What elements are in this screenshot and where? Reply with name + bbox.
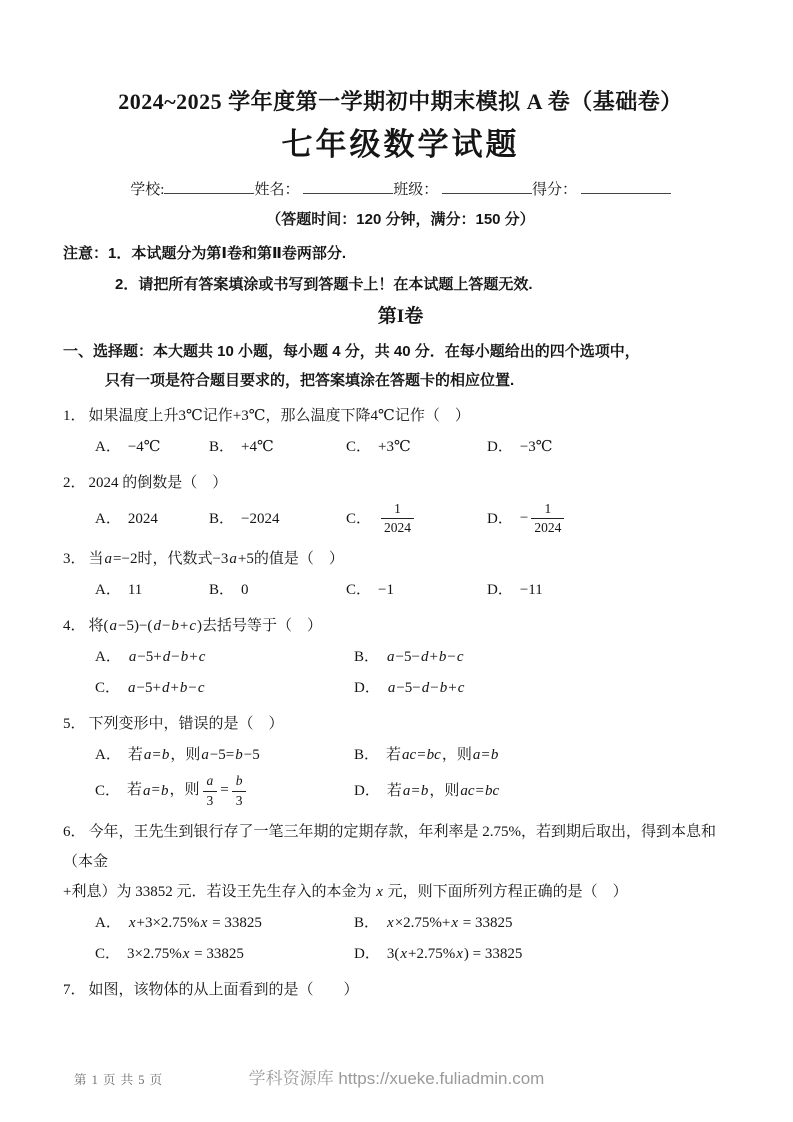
math-variable: x: [387, 914, 394, 931]
text-run: −: [188, 680, 197, 697]
option-label: A．: [95, 747, 121, 764]
math-variable: d: [421, 680, 430, 697]
text-run: ×2.75%+: [394, 914, 451, 931]
math-variable: x: [451, 914, 459, 931]
text-run: −: [430, 680, 439, 697]
section-title-line-1: 一、选择题：本大题共 10 小题，每小题 4 分，共 40 分．在每小题给出的四个选项中，: [63, 343, 640, 360]
option-label: D．: [354, 783, 380, 800]
fraction-denominator: [203, 792, 218, 809]
option-label: B．: [209, 510, 235, 527]
option-label: A．: [95, 649, 121, 666]
fraction-numerator: [203, 773, 218, 791]
text-run: +5的值是（ ）: [237, 551, 344, 568]
option-value: [127, 939, 244, 969]
options-row: [63, 771, 738, 810]
question-stem: [63, 401, 738, 431]
text-run: 2024 的倒数是（ ）: [88, 475, 228, 491]
math-variable: b: [180, 649, 189, 666]
math-variable: b: [439, 680, 448, 697]
option-label: C．: [346, 582, 372, 599]
math-variable: a: [128, 649, 137, 666]
math-variable: x: [456, 945, 463, 962]
options-row: [63, 432, 738, 462]
notice-1-text: 1．本试题分为第Ⅰ卷和第Ⅱ卷两部分.: [108, 245, 346, 262]
option-label: D．: [487, 582, 513, 599]
notice-label: 注意：: [63, 245, 109, 262]
option-A: [95, 642, 354, 672]
text-run: −5=: [209, 747, 235, 764]
option-value: [241, 432, 274, 462]
option-C: [346, 499, 487, 538]
score-blank: [581, 178, 671, 194]
math-variable: a: [143, 747, 152, 764]
text-run: −5−: [395, 649, 420, 666]
option-C: [95, 939, 354, 969]
question-stem: [63, 709, 738, 739]
question-stem: [63, 817, 738, 877]
class-blank: [442, 178, 532, 194]
text-run: 若: [386, 747, 402, 764]
math-variable: a: [206, 773, 214, 789]
question-number: 2．: [63, 475, 86, 491]
option-C: [95, 771, 354, 810]
text-run: 0: [241, 582, 249, 599]
math-variable: x: [128, 914, 136, 931]
option-D: [354, 939, 522, 969]
fraction-denominator: [381, 519, 414, 536]
options-row: [63, 673, 738, 703]
option-value: [520, 432, 553, 462]
question-2: [63, 468, 738, 538]
options-row: [63, 740, 738, 770]
question-stem: [63, 975, 738, 1005]
question-7: [63, 975, 738, 1005]
option-value: [386, 908, 512, 938]
math-variable: ac: [402, 747, 417, 764]
section-title-line-2: 只有一项是符合题目要求的，把答案填涂在答题卡的相应位置.: [105, 372, 515, 389]
option-D: [487, 432, 553, 462]
math-variable: bc: [484, 783, 500, 800]
option-C: [95, 673, 354, 703]
text-run: +4℃: [241, 439, 274, 455]
options-row: [63, 575, 738, 605]
text-run: =: [220, 782, 229, 799]
question-number: 4．: [63, 618, 86, 635]
math-variable: c: [456, 649, 464, 666]
math-variable: d: [420, 649, 429, 666]
fraction: [203, 773, 218, 808]
notice-line-1: [63, 243, 738, 265]
text-run: 若: [127, 782, 143, 799]
fraction: [232, 773, 247, 808]
option-B: [354, 740, 499, 770]
class-label: 班级：: [393, 182, 439, 198]
math-variable: a: [143, 782, 151, 799]
text-run: −3℃: [519, 439, 553, 455]
option-label: B．: [209, 439, 235, 455]
fraction-numerator: [232, 773, 247, 791]
option-value: [128, 432, 161, 462]
option-label: D．: [487, 439, 513, 455]
option-value: [241, 504, 279, 534]
text-run: +2.75%: [408, 945, 456, 962]
text-run: 若: [386, 783, 402, 800]
option-label: A．: [95, 914, 121, 931]
text-run: )去括号等于（ ）: [197, 618, 323, 635]
text-run: 11: [127, 582, 143, 599]
text-run: −5)−(: [118, 618, 153, 635]
option-value: [387, 939, 523, 969]
text-run: =: [417, 747, 426, 764]
math-variable: x: [182, 945, 190, 962]
text-run: 若: [127, 747, 143, 764]
text-run: 1: [544, 501, 552, 516]
text-run: 2024: [127, 510, 158, 527]
option-B: [209, 432, 346, 462]
option-D: [487, 499, 567, 538]
exam-title: 2024~2025 学年度第一学期初中期末模拟 A 卷（基础卷）: [118, 89, 683, 114]
text-run: −: [447, 649, 456, 666]
math-variable: b: [161, 747, 170, 764]
question-4: [63, 611, 738, 703]
school-label: 学校:: [130, 182, 165, 198]
question-stem: [63, 468, 738, 498]
option-label: C．: [95, 680, 121, 697]
math-variable: a: [229, 551, 237, 568]
math-variable: x: [376, 883, 383, 900]
question-number: 7．: [63, 981, 86, 998]
text-run: −5−: [396, 680, 421, 697]
text-run: ，则: [429, 783, 460, 800]
fraction-numerator: [381, 501, 414, 519]
text-run: 当: [88, 551, 104, 568]
fraction-denominator: [531, 519, 564, 536]
page-number: 第 1 页 共 5 页: [74, 1073, 164, 1087]
name-label: 姓名：: [254, 182, 300, 198]
math-variable: b: [438, 649, 447, 666]
watermark-text: 学科资源库 https://xueke.fuliadmin.com: [248, 1069, 545, 1088]
math-variable: a: [387, 649, 395, 666]
fraction-denominator: [232, 792, 247, 809]
text-run: 将(: [88, 618, 109, 635]
text-run: −5: [243, 747, 260, 764]
question-number: 1．: [63, 408, 86, 424]
option-C: [346, 432, 487, 462]
text-run: −2024: [241, 510, 280, 527]
math-variable: c: [197, 680, 205, 697]
option-value: [386, 740, 499, 770]
option-label: D．: [487, 510, 513, 527]
math-variable: a: [472, 747, 481, 764]
option-value: [127, 673, 206, 703]
text-run: ，则: [170, 747, 201, 764]
text-run: +: [179, 618, 189, 635]
text-run: −: [519, 510, 529, 527]
math-variable: a: [402, 783, 411, 800]
option-label: C．: [95, 783, 121, 800]
question-number: 6．: [63, 823, 86, 840]
options-row: [63, 642, 738, 672]
option-value: [128, 642, 207, 672]
option-label: B．: [354, 649, 380, 666]
math-variable: a: [387, 680, 396, 697]
school-blank: [164, 178, 254, 194]
option-label: B．: [354, 914, 380, 931]
text-run: =: [481, 747, 490, 764]
option-value: [386, 642, 465, 672]
math-variable: b: [171, 618, 179, 635]
text-run: −5+: [137, 649, 162, 666]
question-number: 3．: [63, 551, 86, 568]
option-label: C．: [346, 510, 372, 527]
question-3: [63, 544, 738, 605]
option-C: [346, 575, 487, 605]
math-variable: b: [420, 783, 429, 800]
option-A: [95, 575, 209, 605]
options-row: [63, 499, 738, 538]
text-run: −5+: [136, 680, 161, 697]
text-run: −1: [378, 582, 394, 599]
text-run: ) = 33825: [463, 945, 523, 962]
math-variable: b: [179, 680, 188, 697]
text-run: 3: [206, 792, 214, 808]
options-row: [63, 908, 738, 938]
text-run: = 33825: [190, 945, 244, 962]
option-label: A．: [95, 439, 121, 455]
text-run: ，则: [169, 782, 200, 799]
page-footer: [0, 1068, 793, 1090]
option-A: [95, 432, 209, 462]
option-label: B．: [209, 582, 235, 599]
math-variable: c: [198, 649, 206, 666]
option-A: [95, 908, 354, 938]
math-variable: d: [162, 649, 171, 666]
text-run: −4℃: [127, 439, 161, 455]
option-value: [387, 673, 466, 703]
text-run: −11: [519, 582, 543, 599]
option-B: [209, 504, 346, 534]
math-variable: a: [104, 551, 113, 568]
math-variable: d: [153, 618, 161, 635]
option-D: [354, 673, 465, 703]
fraction: [381, 501, 414, 536]
option-label: D．: [354, 945, 380, 962]
text-run: =: [151, 782, 160, 799]
question-stem: [63, 611, 738, 641]
text-run: 1: [394, 501, 401, 516]
math-variable: ac: [460, 783, 475, 800]
text-run: 3(: [386, 945, 400, 962]
math-variable: a: [128, 680, 136, 697]
option-B: [354, 642, 465, 672]
text-run: +3℃: [378, 439, 411, 455]
option-value: [128, 908, 262, 938]
text-run: =: [475, 783, 484, 800]
question-stem: [63, 544, 738, 574]
option-D: [354, 776, 500, 806]
question-stem-continued: [63, 877, 738, 907]
option-label: C．: [95, 945, 121, 962]
question-1: [63, 401, 738, 462]
option-B: [354, 908, 513, 938]
option-A: [95, 740, 354, 770]
text-run: 2024: [384, 520, 412, 536]
text-run: 3: [235, 792, 243, 808]
option-label: C．: [346, 439, 372, 455]
question-5: [63, 709, 738, 810]
text-run: −: [161, 618, 171, 635]
math-variable: x: [400, 945, 408, 962]
score-label: 得分：: [531, 182, 577, 198]
math-variable: b: [161, 782, 169, 799]
option-value: [128, 504, 158, 534]
question-number: 5．: [63, 716, 86, 733]
text-run: 下列变形中，错误的是（ ）: [88, 716, 284, 733]
math-variable: x: [200, 914, 208, 931]
part-title: 第I卷: [377, 306, 424, 327]
text-run: =: [411, 783, 420, 800]
math-variable: c: [189, 618, 197, 635]
math-variable: bc: [426, 747, 441, 764]
option-D: [487, 575, 543, 605]
notice-line-2: 2．请把所有答案填涂或书写到答题卡上！在本试题上答题无效.: [115, 276, 533, 293]
option-label: A．: [95, 510, 121, 527]
math-variable: b: [235, 747, 243, 764]
option-value: [378, 499, 417, 538]
options-row: [63, 939, 738, 969]
option-value: [520, 499, 567, 538]
option-value: [520, 575, 543, 605]
option-value: [387, 776, 500, 806]
questions-list: [63, 401, 738, 1005]
name-blank: [303, 178, 393, 194]
option-B: [209, 575, 346, 605]
option-value: [128, 740, 260, 770]
text-run: 3×2.75%: [127, 945, 182, 962]
text-run: +: [448, 680, 457, 697]
math-variable: a: [109, 618, 118, 635]
math-variable: a: [201, 747, 209, 764]
option-label: A．: [95, 582, 121, 599]
text-run: −: [171, 649, 180, 666]
math-variable: c: [457, 680, 465, 697]
text-run: +: [170, 680, 179, 697]
option-A: [95, 504, 209, 534]
student-info-line: [63, 178, 738, 201]
text-run: +利息）为 33852 元．若设王先生存入的本金为: [63, 883, 376, 900]
option-value: [378, 575, 394, 605]
fraction-numerator: [531, 501, 564, 519]
option-value: [241, 575, 249, 605]
option-value: [127, 771, 249, 810]
text-run: 元，则下面所列方程正确的是（ ）: [383, 883, 628, 900]
option-label: B．: [354, 747, 380, 764]
time-and-score-line: （答题时间：120 分钟，满分：150 分）: [266, 211, 535, 228]
text-run: 如图，该物体的从上面看到的是（ ）: [88, 981, 359, 998]
option-value: [128, 575, 142, 605]
text-run: = 33825: [459, 914, 513, 931]
fraction: [531, 501, 564, 536]
text-run: ，则: [441, 747, 472, 764]
text-run: =−2时，代数式−3: [113, 551, 229, 568]
question-6: [63, 817, 738, 969]
exam-subtitle: 七年级数学试题: [281, 127, 520, 162]
math-variable: b: [235, 773, 243, 789]
text-run: +: [189, 649, 198, 666]
text-run: +3×2.75%: [136, 914, 200, 931]
text-run: 如果温度上升3℃记作+3℃，那么温度下降4℃记作（ ）: [88, 408, 470, 424]
text-run: +: [429, 649, 438, 666]
text-run: 2024: [534, 520, 562, 536]
math-variable: b: [490, 747, 499, 764]
option-value: [378, 432, 411, 462]
math-variable: d: [161, 680, 170, 697]
text-run: =: [152, 747, 161, 764]
text-run: 今年，王先生到银行存了一笔三年期的定期存款，年利率是 2.75%，若到期后取出，得到本息和（本金: [63, 823, 717, 870]
option-label: D．: [354, 680, 380, 697]
text-run: = 33825: [208, 914, 262, 931]
